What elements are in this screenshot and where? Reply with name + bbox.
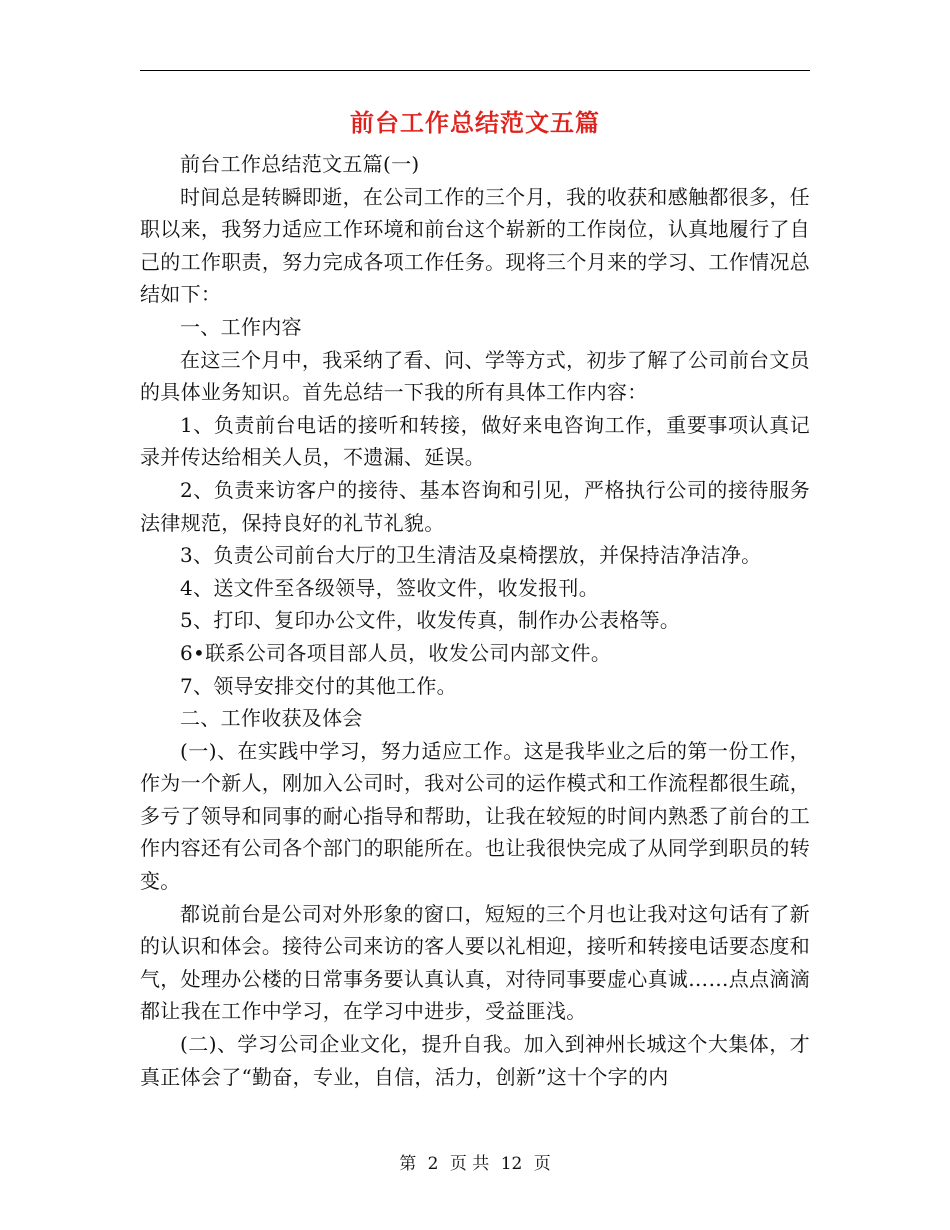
paragraph-work-content-intro: 在这三个月中，我采纳了看、问、学等方式，初步了解了公司前台文员的具体业务知识。首先总结一下我的所有具体工作内容：: [140, 347, 810, 405]
footer-total-pages: 12: [500, 1154, 523, 1174]
list-item-5: 5、打印、复印办公文件，收发传真，制作办公表格等。: [180, 608, 681, 633]
paragraph-gains-1: (一)、在实践中学习，努力适应工作。这是我毕业之后的第一份工作，作为一个新人，刚加入公司时，我对公司的运作模式和工作流程都很生疏，多亏了领导和同事的耐心指导和帮助，让我在较短的时间内熟悉了前台的工作内容还有公司各个部门的职能所在。也让我很快完成了从同学到职员的转变。: [140, 738, 810, 894]
list-item-3: 3、负责公司前台大厅的卫生清洁及桌椅摆放，并保持洁净洁净。: [180, 543, 762, 568]
paragraph-section-heading: 前台工作总结范文五篇(一): [180, 152, 420, 176]
list-item-1: 1、负责前台电话的接听和转接，做好来电咨询工作，重要事项认真记录并传达给相关人员，不遗漏、延误。: [140, 412, 810, 470]
paragraph-gains-3: (二)、学习公司企业文化，提升自我。加入到神州长城这个大集体，才真正体会了“勤奋，专业，自信，活力，创新”这十个字的内: [140, 1032, 810, 1089]
paragraph-intro: 时间总是转瞬即逝，在公司工作的三个月，我的收获和感触都很多，任职以来，我努力适应工作环境和前台这个崭新的工作岗位，认真地履行了自己的工作职责，努力完成各项工作任务。现将三个月来的学习、工作情况总结如下：: [140, 184, 810, 307]
list-item-7: 7、领导安排交付的其他工作。: [180, 673, 457, 698]
paragraph-heading-work-content: 一、工作内容: [180, 314, 302, 339]
footer-prefix: 第: [399, 1154, 417, 1174]
document-body: [140, 148, 810, 1093]
page-footer: [0, 1152, 950, 1176]
list-item-2: 2、负责来访客户的接待、基本咨询和引见，严格执行公司的接待服务法律规范，保持良好的礼节礼貌。: [140, 477, 810, 535]
footer-suffix: 页: [533, 1154, 551, 1174]
list-item-4: 4、送文件至各级领导，签收文件，收发报刊。: [180, 575, 600, 600]
document-title: 前台工作总结范文五篇: [350, 108, 600, 137]
list-item-6: 6•联系公司各项目部人员，收发公司内部文件。: [180, 640, 612, 665]
footer-current-page: 2: [427, 1154, 439, 1174]
footer-middle: 页 共: [449, 1154, 490, 1174]
header-rule: [140, 70, 810, 71]
paragraph-gains-2: 都说前台是公司对外形象的窗口，短短的三个月也让我对这句话有了新的认识和体会。接待公司来访的客人要以礼相迎，接听和转接电话要态度和气，处理办公楼的日常事务要认真认真，对待同事要虚心真诚……点点滴滴都让我在工作中学习，在学习中进步，受益匪浅。: [140, 901, 810, 1024]
paragraph-heading-gains: 二、工作收获及体会: [180, 706, 363, 731]
